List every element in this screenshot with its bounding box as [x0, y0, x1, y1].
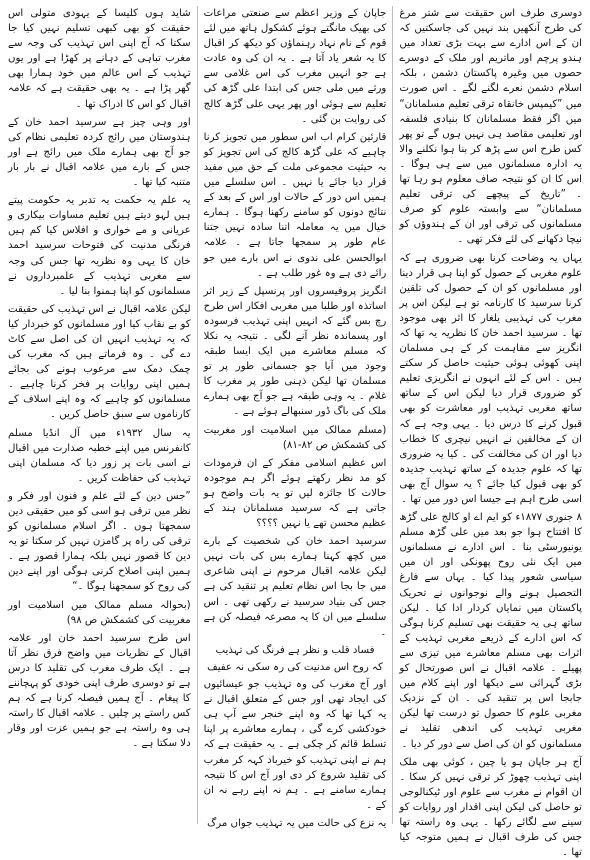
column-right [399, 6, 582, 859]
column-divider [197, 6, 198, 824]
verse-line: کہ روح اس مدنیت کی رہ سکی نہ عفیف [207, 661, 383, 673]
article-paragraph: دوسری طرف اس حقیقت سے شتر مرغ کی طرح آنکھیں بند نہیں کی جاسکتیں کہ ان کے اس ادارے سے بہت بڑی تعداد میں ہندو پرچم اور ماتریم اور ملک کے دوسرے حصوں میں وغیرہ پاکستان دشمن ، بلکہ اسلام دشمن نعرے لگنے لگے ۔ اس صورت میں ”کیمپس خانقاہ ترقی تعلیم مسلمانان“ میں اگر فقط مسلمانان کا بنیادی فلسفہ اور تعلیمی مقاصد ہی نہیں ہوں گے تو پھر کس طرح اس سے پڑھ کر بنا ہوا نکلنے والا یہ ادارہ مسلمانوں میں سے ہی ہوگا ۔ اس کا ان کو نتیجہ صاف معلوم ہو رہا تھا ۔ ”تاریخ کے پیچھے کی ترقی تعلیم مسلمانان“ سے وابستہ علوم کو صرف مسلمانوں کی ترقی اور ان کے ہندوؤں کو نیچا دکھانے کی لئے فکر تھی ۔ [399, 8, 582, 246]
article-paragraph: یہاں یہ وضاحت کرنا بھی ضروری ہے کہ علوم مغربی کے حصول کو اپنا ہی قرار دینا اور مسلمانوں کو ان کے حصول کی تلقین کرنا سرسید کا کارنامہ تو ہے لیکن اس پر مغرب کی تہذیبی یلغار کا اثر بھی موجود تھا ۔ سرسید احمد خان کا نظریہ یہ تھا کہ انگریز سے مفاہمت کر کے ہی مسلمان اپنی کھوئی ہوئی حیثیت حاصل کر سکتے ہیں ۔ اس کے لئے انہوں نے انگریزی تعلیم کو ضروری قرار دیا لیکن اس کے ساتھ ساتھ مغربی تہذیب اور معاشرت کو بھی قبول کرنے کا درس دیا ۔ یہی وجہ ہے کہ ان کے مخالفین نے انہیں نیچری کا خطاب دیا اور ان کی مخالفت کی ۔ کیا یہ ضروری تھا کہ علوم جدیدہ کے ساتھ تہذیب جدیدہ کو بھی قبول کیا جائے ؟ یہ سوال آج بھی اسی طرح اہم ہے جیسا اس دور میں تھا ۔ [399, 252, 582, 505]
column-left [8, 6, 191, 824]
article-paragraph: لیکن علامہ اقبال نے اس تہذیب کی حقیقت کو بے نقاب کیا اور مسلمانوں کو خبردار کیا کہ یہ تہذیب انہیں ان کی اصل سے کاٹ دے گی ۔ وہ فرماتے ہیں کہ مغرب کی چمک دمک سے مرعوب ہونے کی بجائے ہمیں اپنی روایات پر فخر کرنا چاہیے ۔ مسلمانوں کو چاہیے کہ وہ اپنے اسلاف کے کارناموں سے سبق حاصل کریں ۔ [7, 303, 191, 421]
article-paragraph: اس طرح سرسید احمد خان اور علامہ اقبال کے نظریات میں واضح فرق نظر آتا ہے ۔ ایک طرف مغرب کی تقلید کا درس ہے تو دوسری طرف اپنی خودی کو پہچاننے کا پیغام ۔ آج ہمیں فیصلہ کرنا ہے کہ ہم کس راستے پر چلیں ۔ علامہ اقبال کا راستہ ہی وہ راستہ ہے جو ہمیں عزت اور وقار دلا سکتا ہے ۔ [7, 632, 191, 750]
article-paragraph: (مسلم ممالک میں اسلامیت اور مغربیت کی کشمکش ص ۸۲-۸۱) [203, 424, 387, 451]
article-paragraph: آج ہر جاپان ہو یا چین ، کوئی بھی ملک اپنی تہذیب چھوڑ کر ترقی نہیں کر سکا ۔ ان اقوام نے مغرب سے علوم اور ٹیکنالوجی تو حاصل کی لیکن اپنی اقدار اور روایات کو سینے سے لگائے رکھا ۔ یہی وہ راستہ تھا جس کی طرف اقبال نے ہمیں متوجہ کیا تھا ۔ [399, 756, 582, 859]
verse-line: فساد قلب و نظر ہے فرنگ کی تہذیب [215, 644, 375, 656]
column-middle [203, 6, 387, 829]
article-paragraph: سرسید احمد خان کی شخصیت کے بارے میں کچھ کہنا ہمارے بس کی بات نہیں لیکن علامہ اقبال مرحوم نے اپنی شاعری میں جا بجا اس نظام تعلیم پر تنقید کی ہے جس کی بنیاد سرسید نے رکھی تھی ۔ اس سلسلے میں ان کا یہ مصرعہ فیصلہ کن ہے ۔ [203, 536, 387, 638]
article-paragraph: ۸ جنوری ۱۸۷۷ء کو ایم اے او کالج علی گڑھ کا افتتاح ہوا جو بعد میں علی گڑھ مسلم یونیورسٹی بنا ۔ اس ادارے نے مسلمانوں میں ایک نئی روح پھونکی اور ان میں سیاسی شعور پیدا کیا ۔ یہاں سے فارغ التحصیل ہونے والے نوجوانوں نے تحریک پاکستان میں نمایاں کردار ادا کیا ۔ لیکن ساتھ ہی یہ حقیقت بھی تسلیم کرنا ہوگی کہ اس ادارے کے ذریعے مغربی تہذیب کے اثرات بھی مسلم معاشرے میں تیزی سے پھیلے ۔ علامہ اقبال نے اس صورتحال کو بڑی گہرائی سے دیکھا اور اپنے کلام میں جابجا اس پر تنقید کی ۔ ان کے نزدیک مغربی علوم کا حصول تو درست تھا لیکن مغربی تہذیب کی اندھی تقلید نے مسلمانوں کو ان کی اصل سے دور کر دیا ۔ [399, 512, 582, 750]
column-divider [392, 6, 393, 824]
article-paragraph: اور آج مغرب کی وہ تہذیب جو عیسائیوں کی ایجاد تھی اور جس کے متعلق اقبال نے یہ کہا تھا کہ وہ اپنے خنجر سے آپ ہی خودکشی کرے گی ، ہمارے معاشرے پر اپنا تسلط قائم کر چکی ہے ۔ یہ حقیقت ہے کہ ہم نے اپنی تہذیب کو خیرباد کہہ کر مغرب کی تقلید شروع کر دی اور آج اس کا نتیجہ ہمارے سامنے ہے ۔ ہم نہ اپنے رہے نہ ان کے ۔ [203, 679, 387, 811]
article-paragraph: قارئین کرام اب اس سطور میں تجویز کرنا چاہیے کہ علی گڑھ کالج کی اس تجویز کو بہ حیثیت مجموعی ملت کے حق میں مفید قرار دیا جائے یا نہیں ۔ اس سلسلے میں ہمیں اس دور کے حالات اور اس کے بعد کے نتائج دونوں کو سامنے رکھنا ہوگا ۔ ہمارے خیال میں یہ معاملہ اتنا سادہ نہیں جتنا عام طور پر سمجھا جاتا ہے ۔ علامہ ابوالحسن علی ندوی نے اس بارے میں جو رائے دی ہے وہ غور طلب ہے ۔ [203, 131, 387, 279]
article-paragraph: انگریز پروفیسروں اور پرنسپل کے زیر اثر اساتذہ اور طلبا میں مغربی افکار اس طرح رچ بس گئے کہ انہیں اپنی تہذیب فرسودہ اور پسماندہ نظر آنے لگی ۔ نتیجہ یہ نکلا کہ مسلم معاشرے میں ایک ایسا طبقہ وجود میں آیا جو جسمانی طور پر تو مسلمان تھا لیکن ذہنی طور پر مغرب کا غلام ۔ یہ وہی طبقہ ہے جو آج بھی ہمارے ملک کی باگ ڈور سنبھالے ہوئے ہے ۔ [203, 285, 387, 418]
article-paragraph: یہ علم یہ حکمت یہ تدبر یہ حکومت پیتے ہیں لہو دیتے ہیں تعلیم مساوات بیکاری و عریانی و مے خواری و افلاس کیا کم ہیں فرنگی مدنیت کی فتوحات سرسید احمد خان کا یہی وہ نظریہ تھا جس کی وجہ سے مغربی تہذیب کے علمبرداروں نے مسلمانوں کو اپنا ہمنوا بنا لیا ۔ [7, 195, 191, 297]
article-paragraph: (بحوالہ مسلم ممالک میں اسلامیت اور مغربیت کی کشمکش ص ۹۸) [7, 599, 191, 626]
article-paragraph: اس عظیم اسلامی مفکر کے ان فرمودات کو مد نظر رکھتے ہوئے اگر ہم موجودہ حالات کا جائزہ لیں تو یہ بات واضح ہو جاتی ہے کہ سرسید مسلمانان ہند کے عظیم محسن تھے یا نہیں ؟؟؟؟ [203, 457, 387, 530]
article-paragraph: یہ نزع کی حالت میں یہ تہذیب جواں مرگ [207, 817, 387, 829]
article-paragraph: ”جس دین کے لئے علم و فنون اور فکر و نظر میں ترقی ہو اسی کو میں حقیقی دین سمجھتا ہوں ۔ اگر اسلام مسلمانوں کو ترقی کی راہ پر گامزن نہیں کر سکتا تو یہ دین کا قصور نہیں بلکہ ہمارا قصور ہے ۔ ہمیں اپنی اصلاح کرنی ہوگی اور اپنے دین کی روح کو سمجھنا ہوگا ۔“ [7, 490, 191, 593]
article-paragraph: یہ سال ۱۹۳۲ء میں آل انڈیا مسلم کانفرنس میں اپنے خطبہ صدارت میں اقبال نے اسی بات پر زور دیا کہ مسلمان اپنی تہذیب کی حفاظت کریں ۔ [7, 427, 191, 484]
article-paragraph: اور وہی چیز ہے سرسید احمد خان کے ہندوستان میں رائج کردہ تعلیمی نظام کی جو آج بھی ہمارے ملک میں رائج ہے اور جس کے بارے میں علامہ اقبال نے بار بار متنبہ کیا تھا ۔ [7, 116, 191, 189]
article-paragraph: جاپان کے وزیر اعظم سے صنعتی مراعات کی بھیک مانگتے ہوئے کشکول ہاتھ میں لئے قوم کے نام نہاد رہنماؤں کو دیکھ کر اقبال کا یہ شعر یاد آتا ہے ۔ یہ ان کی وہ عادت ہے جو انہیں مغرب کی اس غلامی سے ورثے میں ملی جس کی ابتدا علی گڑھ کی تعلیم سے ہوئی اور پھر یہی علی گڑھ کالج کی روایت بن گئی ۔ [203, 8, 387, 125]
article-paragraph: شاید ہوں کلیسا کے یہودی متولی اس حقیقت کو بھی کبھی تسلیم نہیں کیا جا سکتا کہ آج اپنی اس تہذیب کی وجہ سے مغرب تباہی کے دہانے پر کھڑا ہے اور یوں تہذیب کے اس عالم میں خود ہمارا بھی گھر پڑا ہے ۔ یہ بھی حقیقت ہے کہ علامہ اقبال کو اس کا ادراک تھا ۔ [7, 8, 191, 110]
